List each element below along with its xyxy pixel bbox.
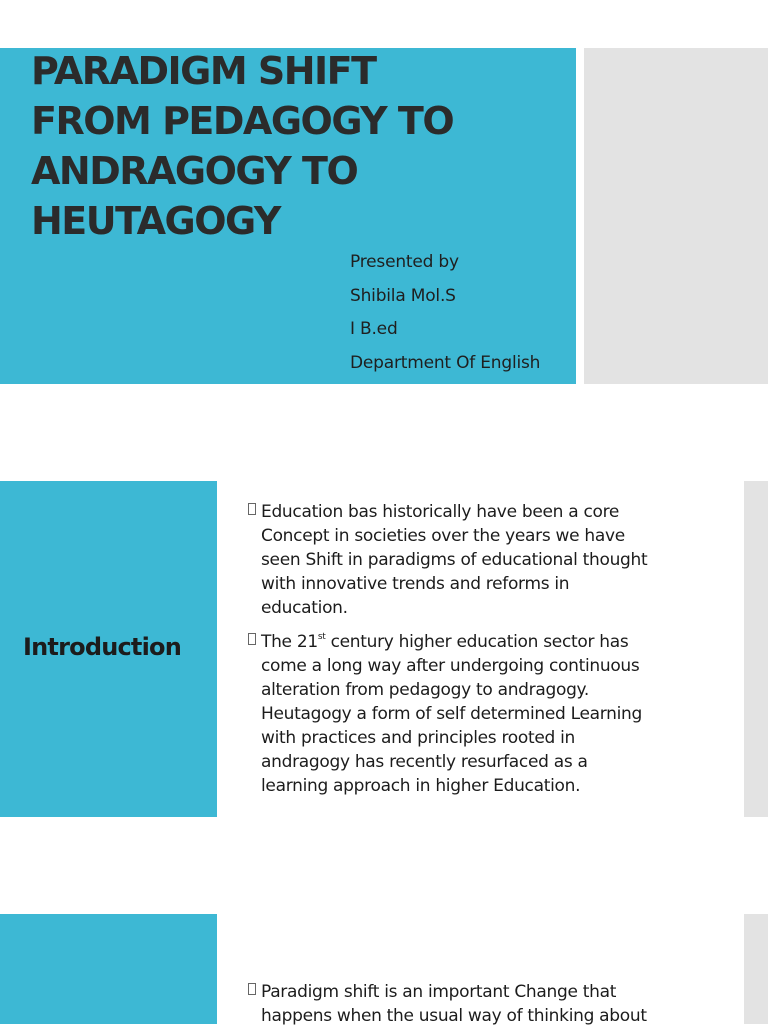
presenter-name: Shibila Mol.S — [350, 286, 456, 306]
bullet-text-fragment: The 21 — [261, 632, 318, 652]
bullet-text-line: Heutagogy a form of self determined Learning — [261, 704, 643, 724]
bullet-text-line: learning approach in higher Education. — [261, 776, 581, 796]
bullet-text-line: seen Shift in paradigms of educational thought — [261, 550, 648, 570]
paradigm-slide-side-panel — [744, 914, 768, 1024]
bullet-text-line: andragogy has recently resurfaced as a — [261, 752, 588, 772]
presenter-label: Presented by — [350, 252, 459, 272]
slide-title-line-2: FROM PEDAGOGY TO — [31, 99, 454, 143]
slide-title-line-1: PARADIGM SHIFT — [31, 49, 376, 93]
bullet-text-fragment: century higher education sector has — [325, 632, 629, 652]
bullet-icon — [248, 633, 256, 645]
introduction-heading: Introduction — [23, 633, 181, 661]
bullet-text-line: come a long way after undergoing continuous — [261, 656, 640, 676]
bullet-text-line: Education bas historically have been a core — [261, 502, 620, 522]
bullet-text-line: Concept in societies over the years we have — [261, 526, 625, 546]
bullet-text-line: happens when the usual way of thinking about — [261, 1006, 647, 1026]
bullet-text-line — [261, 630, 628, 654]
bullet-text-line: Paradigm shift is an important Change that — [261, 982, 617, 1002]
bullet-text-line: alteration from pedagogy to andragogy. — [261, 680, 589, 700]
presenter-department: Department Of English — [350, 353, 541, 373]
title-slide-side-panel — [584, 48, 768, 384]
ordinal-superscript: st — [317, 632, 326, 642]
slide-title-line-4: HEUTAGOGY — [31, 199, 280, 243]
presenter-class: I B.ed — [350, 319, 398, 339]
paradigm-slide-panel — [0, 914, 217, 1024]
bullet-text-line: with innovative trends and reforms in — [261, 574, 570, 594]
bullet-text-line: with practices and principles rooted in — [261, 728, 575, 748]
bullet-icon — [248, 503, 256, 515]
introduction-slide-side-panel — [744, 481, 768, 817]
bullet-text-line: education. — [261, 598, 348, 618]
bullet-icon — [248, 983, 256, 995]
slide-title-line-3: ANDRAGOGY TO — [31, 149, 358, 193]
